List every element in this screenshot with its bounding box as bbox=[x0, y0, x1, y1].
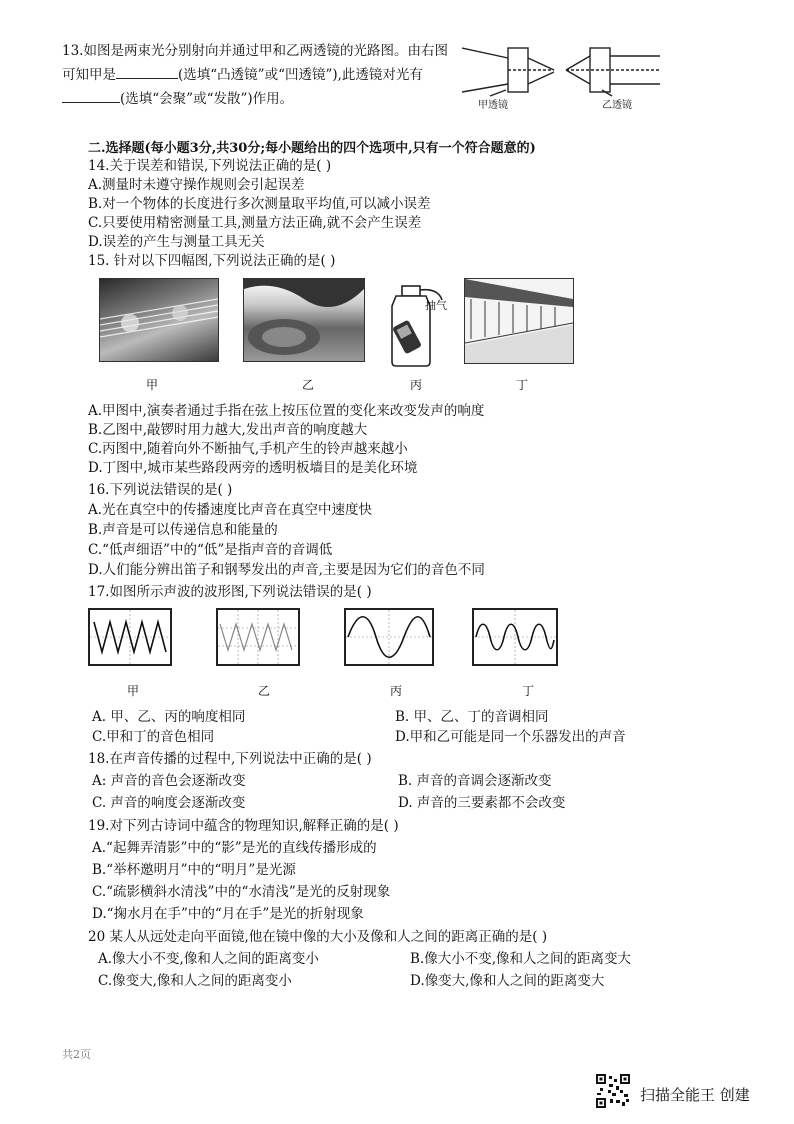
q15-option-b[interactable]: B.乙图中,敲锣时用力越大,发出声音的响度越大 bbox=[88, 422, 368, 438]
q18-option-d[interactable]: D. 声音的三要素都不会改变 bbox=[398, 795, 566, 811]
q13-line2 bbox=[62, 66, 423, 84]
lens-jia-label: 甲透镜 bbox=[478, 100, 508, 111]
q17-waveform-yi bbox=[216, 608, 300, 666]
q13-line2a: 可知甲是 bbox=[62, 67, 116, 83]
q17-label-bing: 丙 bbox=[390, 684, 403, 698]
q13-blank2[interactable] bbox=[62, 102, 120, 103]
q13-line1: 13.如图是两束光分别射向并通过甲和乙两透镜的光路图。由右图 bbox=[62, 43, 448, 59]
q18-stem: 18.在声音传播的过程中,下列说法中正确的是( ) bbox=[88, 751, 372, 767]
q17-stem: 17.如图所示声波的波形图,下列说法错误的是( ) bbox=[88, 584, 372, 600]
q17-label-ding: 丁 bbox=[522, 684, 535, 698]
q14-option-c[interactable]: C.只要使用精密测量工具,测量方法正确,就不会产生误差 bbox=[88, 215, 422, 231]
q15-figure-yi-photo bbox=[243, 278, 365, 362]
q20-option-d[interactable]: D.像变大,像和人之间的距离变大 bbox=[410, 973, 605, 989]
q13-line2b: (选填“凸透镜”或“凹透镜”),此透镜对光有 bbox=[178, 67, 423, 83]
q15-pump-label: 抽气 bbox=[425, 299, 447, 312]
q19-option-c[interactable]: C.“疏影横斜水清浅”中的“水清浅”是光的反射现象 bbox=[92, 884, 391, 900]
q16-option-c[interactable]: C.“低声细语”中的“低”是指声音的音调低 bbox=[88, 542, 333, 558]
q15-option-c[interactable]: C.丙图中,随着向外不断抽气,手机产生的铃声越来越小 bbox=[88, 441, 408, 457]
q15-label-jia: 甲 bbox=[146, 378, 159, 392]
lens-yi-label: 乙透镜 bbox=[602, 100, 632, 111]
q17-option-b[interactable]: B. 甲、乙、丁的音调相同 bbox=[395, 709, 549, 725]
q13-line3-text: (选填“会聚”或“发散”)作用。 bbox=[120, 91, 294, 107]
q15-figure-bing-jar bbox=[382, 282, 452, 368]
q17-option-a[interactable]: A. 甲、乙、丙的响度相同 bbox=[92, 709, 246, 725]
q15-label-yi: 乙 bbox=[302, 378, 315, 392]
q15-option-a[interactable]: A.甲图中,演奏者通过手指在弦上按压位置的变化来改变发声的响度 bbox=[88, 403, 485, 419]
q20-option-a[interactable]: A.像大小不变,像和人之间的距离变小 bbox=[98, 951, 319, 967]
q19-option-a[interactable]: A.“起舞弄清影”中的“影”是光的直线传播形成的 bbox=[92, 840, 377, 856]
q15-figure-ding-photo bbox=[464, 278, 574, 364]
section2-heading: 二.选择题(每小题3分,共30分;每小题给出的四个选项中,只有一个符合题意的) bbox=[88, 141, 536, 156]
q15-option-d[interactable]: D.丁图中,城市某些路段两旁的透明板墙目的是美化环境 bbox=[88, 460, 418, 476]
q20-option-c[interactable]: C.像变大,像和人之间的距离变小 bbox=[98, 973, 292, 989]
q20-stem: 20 某人从远处走向平面镜,他在镜中像的大小及像和人之间的距离正确的是( ) bbox=[88, 929, 548, 945]
q17-waveform-jia bbox=[88, 608, 172, 666]
q17-waveform-ding bbox=[472, 608, 558, 666]
qr-code-icon bbox=[596, 1074, 630, 1108]
q15-label-bing: 丙 bbox=[410, 378, 423, 392]
q17-label-jia: 甲 bbox=[127, 684, 140, 698]
q14-option-d[interactable]: D.误差的产生与测量工具无关 bbox=[88, 234, 265, 250]
q18-option-b[interactable]: B. 声音的音调会逐渐改变 bbox=[398, 773, 552, 789]
q20-option-b[interactable]: B.像大小不变,像和人之间的距离变大 bbox=[410, 951, 632, 967]
q19-option-d[interactable]: D.“掬水月在手”中的“月在手”是光的折射现象 bbox=[92, 906, 364, 922]
q19-option-b[interactable]: B.“举杯邀明月”中的“明月”是光源 bbox=[92, 862, 296, 878]
q18-option-a[interactable]: A: 声音的音色会逐渐改变 bbox=[92, 773, 246, 789]
q16-option-b[interactable]: B.声音是可以传递信息和能量的 bbox=[88, 522, 278, 538]
q17-option-c[interactable]: C.甲和丁的音色相同 bbox=[92, 729, 215, 745]
q19-stem: 19.对下列古诗词中蕴含的物理知识,解释正确的是( ) bbox=[88, 818, 399, 834]
q13-line3 bbox=[62, 90, 293, 108]
q16-stem: 16.下列说法错误的是( ) bbox=[88, 482, 233, 498]
q18-option-c[interactable]: C. 声音的响度会逐渐改变 bbox=[92, 795, 246, 811]
q17-label-yi: 乙 bbox=[258, 684, 271, 698]
q15-stem: 15. 针对以下四幅图,下列说法正确的是( ) bbox=[88, 253, 336, 269]
q17-option-d[interactable]: D.甲和乙可能是同一个乐器发出的声音 bbox=[395, 729, 626, 745]
q17-waveform-bing bbox=[344, 608, 434, 666]
q14-option-b[interactable]: B.对一个物体的长度进行多次测量取平均值,可以减小误差 bbox=[88, 196, 431, 212]
q13-blank1[interactable] bbox=[116, 78, 178, 79]
q16-option-a[interactable]: A.光在真空中的传播速度比声音在真空中速度快 bbox=[88, 502, 373, 518]
page-mark: 共2页 bbox=[62, 1048, 91, 1061]
q14-option-a[interactable]: A.测量时未遵守操作规则会引起误差 bbox=[88, 177, 305, 193]
q16-option-d[interactable]: D.人们能分辨出笛子和钢琴发出的声音,主要是因为它们的音色不同 bbox=[88, 562, 485, 578]
q15-label-ding: 丁 bbox=[516, 378, 529, 392]
q15-figure-jia-photo bbox=[99, 278, 219, 362]
q14-stem: 14.关于误差和错误,下列说法正确的是( ) bbox=[88, 158, 332, 174]
scanner-watermark-text: 扫描全能王 创建 bbox=[640, 1086, 750, 1104]
